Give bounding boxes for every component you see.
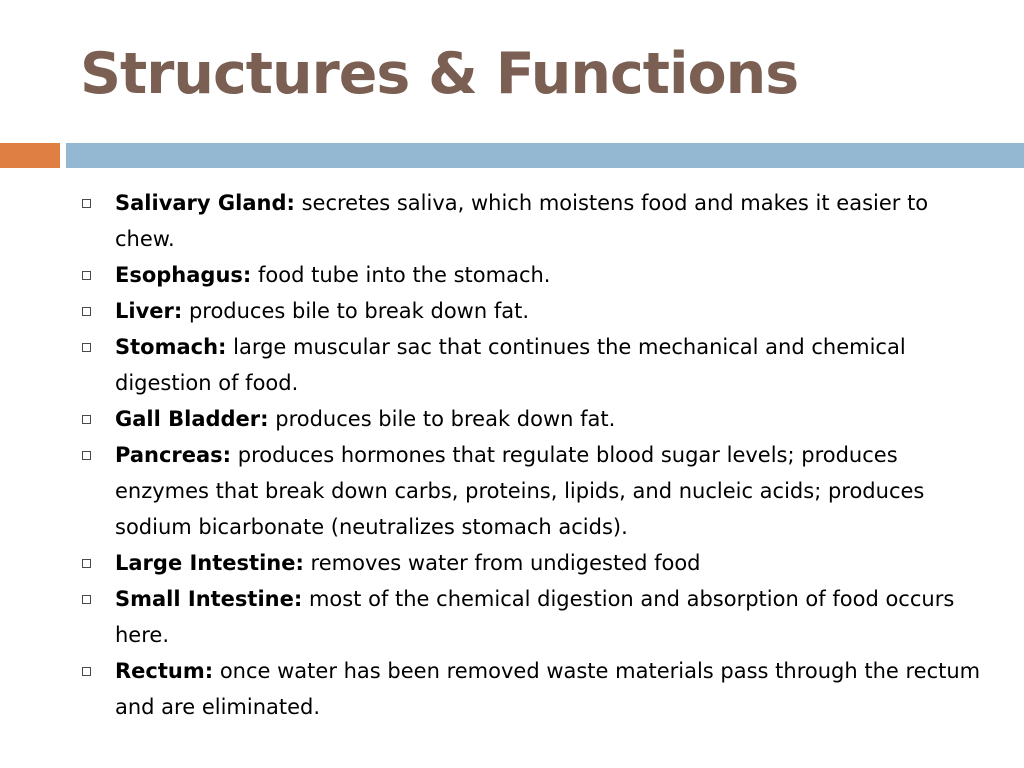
square-bullet-icon <box>82 271 91 280</box>
item-description: most of the chemical digestion and absorption of food occurs here. <box>115 587 955 647</box>
blue-accent-bar <box>66 143 1024 168</box>
bullet-list <box>78 185 990 725</box>
item-term: Large Intestine: <box>115 551 304 575</box>
slide-title: Structures & Functions <box>80 41 799 107</box>
item-term: Esophagus: <box>115 263 252 287</box>
square-bullet-icon <box>82 415 91 424</box>
item-description: secretes saliva, which moistens food and makes it easier to chew. <box>115 191 929 251</box>
square-bullet-icon <box>82 559 91 568</box>
item-description: removes water from undigested food <box>303 551 701 575</box>
orange-accent-bar <box>0 143 60 168</box>
item-description: produces hormones that regulate blood sugar levels; produces enzymes that break down carbs, proteins, lipids, and nucleic acids; produces sodium bicarbonate (neutralizes stomach acids). <box>115 443 925 539</box>
item-term: Gall Bladder: <box>115 407 269 431</box>
list-item-pancreas <box>78 437 990 545</box>
item-description: food tube into the stomach. <box>251 263 551 287</box>
item-description: produces bile to break down fat. <box>182 299 530 323</box>
item-term: Rectum: <box>115 659 214 683</box>
square-bullet-icon <box>82 451 91 460</box>
list-item-gall-bladder <box>78 401 990 437</box>
square-bullet-icon <box>82 199 91 208</box>
item-term: Stomach: <box>115 335 227 359</box>
list-item-small-intestine <box>78 581 990 653</box>
list-item-liver <box>78 293 990 329</box>
item-term: Pancreas: <box>115 443 232 467</box>
square-bullet-icon <box>82 343 91 352</box>
square-bullet-icon <box>82 595 91 604</box>
item-description: once water has been removed waste materials pass through the rectum and are eliminated. <box>115 659 981 719</box>
item-description: large muscular sac that continues the mechanical and chemical digestion of food. <box>115 335 906 395</box>
list-item-large-intestine <box>78 545 990 581</box>
list-item-rectum <box>78 653 990 725</box>
list-item-salivary-gland <box>78 185 990 257</box>
item-term: Salivary Gland: <box>115 191 295 215</box>
list-item-esophagus <box>78 257 990 293</box>
item-description: produces bile to break down fat. <box>268 407 616 431</box>
square-bullet-icon <box>82 667 91 676</box>
square-bullet-icon <box>82 307 91 316</box>
item-term: Small Intestine: <box>115 587 303 611</box>
list-item-stomach <box>78 329 990 401</box>
item-term: Liver: <box>115 299 183 323</box>
